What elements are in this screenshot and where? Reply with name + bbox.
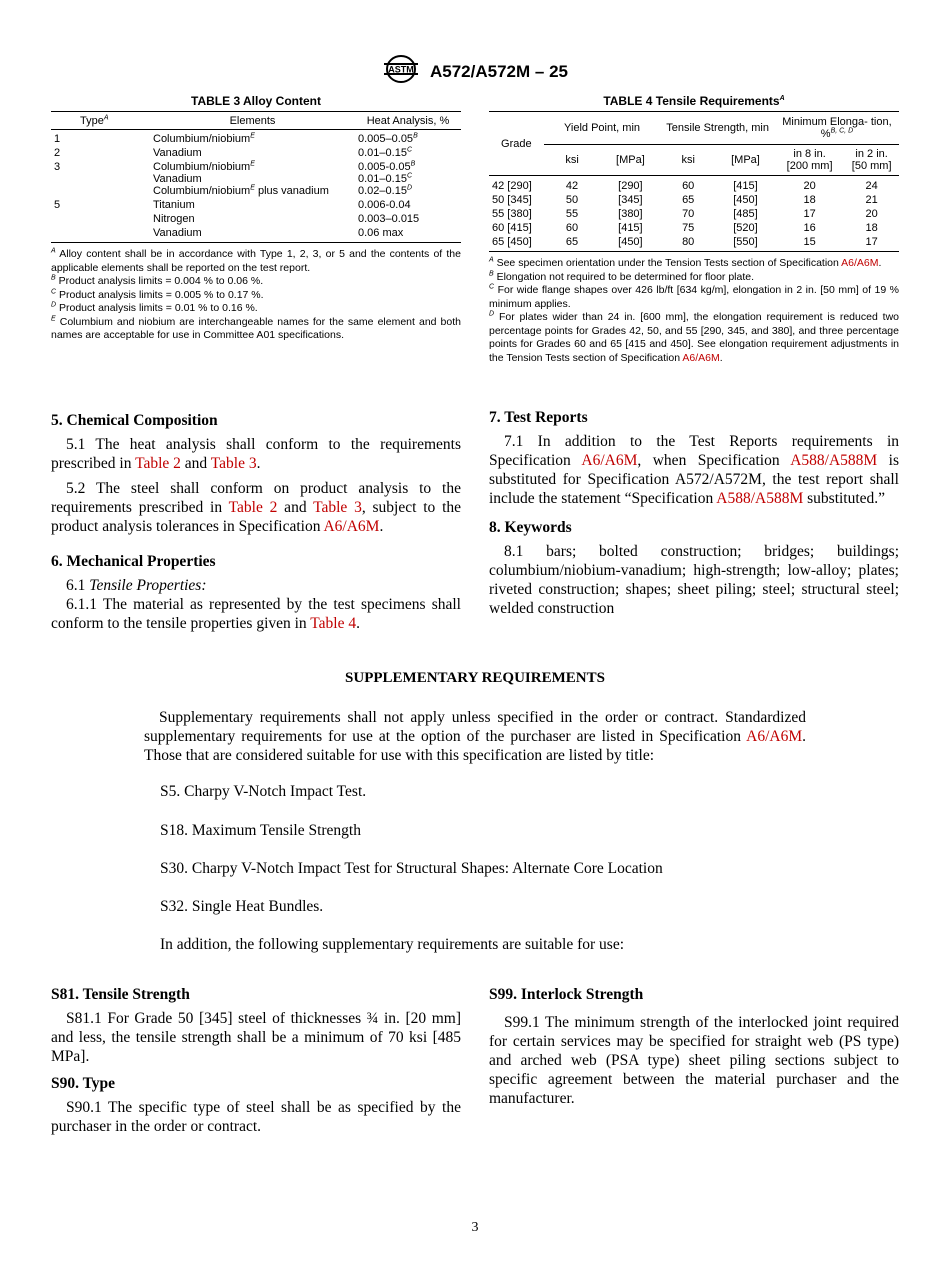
table-row: 65 [450] 65 [450] 80 [550] 15 17: [489, 234, 899, 252]
table3-title: TABLE 3 Alloy Content: [191, 94, 321, 108]
section-5-heading: 5. Chemical Composition: [51, 412, 218, 429]
ref-a6-link[interactable]: A6/A6M: [746, 728, 803, 745]
supplementary-addition: In addition, the following supplementary requirements are suitable for use:: [160, 936, 625, 953]
document-id: A572/A572M – 25: [430, 61, 568, 81]
ref-a588-link[interactable]: A588/A588M: [790, 452, 878, 469]
table4-col-yield: Yield Point, min: [544, 112, 661, 145]
ref-a588-link[interactable]: A588/A588M: [716, 490, 804, 507]
table3-col-elements: Elements: [229, 115, 276, 127]
table4-col-elong: Minimum Elonga- tion, %$^{B, C, D}$: [775, 112, 899, 145]
page-number: 3: [471, 1220, 479, 1235]
ref-table3-link[interactable]: Table 3: [210, 455, 257, 472]
ref-a6-link[interactable]: A6/A6M: [581, 452, 638, 469]
table3-footnote-e: $^E$ Columbium and niobium are interchangeable names for the same element and both names are acceptable for use in Committee A01 specifications.: [51, 315, 461, 341]
para-5-1: 5.1 The heat analysis shall conform to the requirements prescribed in Table 2 and Table 3.: [51, 436, 461, 472]
table4: [489, 111, 899, 252]
section-8-heading: 8. Keywords: [489, 519, 572, 536]
ref-table3-link[interactable]: Table 3: [313, 499, 362, 516]
supplementary-item: S5. Charpy V-Notch Impact Test.: [160, 783, 367, 800]
table-row: 3 Columbium/niobium$^E$ $0.005-0.05^B$: [54, 160, 416, 173]
table4-footnote-d: $^D$ For plates wider than 24 in. [600 mm], the elongation requirement is reduced two percentage points for Grades 42, 50, and 55 [290, 345, and 380], and three percentage points for Grades 60 and 65 [415 and 450]. See elongation requirement adjustments in the Tension Tests section of Specification A6/A6M.: [489, 310, 899, 364]
table4-footnote-b: $^B$ Elongation not required to be determined for floor plate.: [489, 270, 755, 283]
para-s90-1: S90.1 The specific type of steel shall be as specified by the purchaser in the order or contract.: [51, 1099, 461, 1135]
table3-footnote-b: $^B$ Product analysis limits = 0.004 % to 0.06 %.: [51, 274, 264, 287]
supplementary-item: S30. Charpy V-Notch Impact Test for Structural Shapes: Alternate Core Location: [160, 860, 663, 877]
table4-header-row-2: ksi [MPa] ksi [MPa] in 8 in. [200 mm] in 2 in. [50 mm]: [489, 145, 899, 176]
table3-col-heat: Heat Analysis, %: [366, 115, 450, 127]
supplementary-intro: Supplementary requirements shall not apply unless specified in the order or contract. Standardized supplementary requirements for use at the option of the purchaser are listed in Specification A6/A6M. Those that are considered suitable for use with this specification are listed by title:: [144, 709, 806, 764]
svg-text:ASTM: ASTM: [388, 64, 414, 75]
table4-footnote-c: $^C$ For wide flange shapes over 426 lb/ft [634 kg/m], elongation in 2 in. [50 mm] of 19 % minimum applies.: [489, 283, 899, 310]
s81-heading: S81. Tensile Strength: [51, 986, 190, 1003]
supplementary-heading: SUPPLEMENTARY REQUIREMENTS: [345, 670, 605, 686]
table4-title: TABLE 4 Tensile Requirements$^A$: [603, 94, 785, 108]
para-6-1: 6.1 Tensile Properties:: [66, 577, 207, 594]
section-7-heading: 7. Test Reports: [489, 409, 588, 426]
table4-footnote-a: $^A$ See specimen orientation under the Tension Tests section of Specification A6/A6M.: [489, 256, 882, 269]
table-row: Vanadium $0.01-0.15^C$: [153, 172, 412, 185]
table3-footnote-c: $^C$ Product analysis limits = 0.005 % to 0.17 %.: [51, 288, 264, 301]
table4-col-tensile: Tensile Strength, min: [660, 112, 775, 145]
table-row: 42 [290] 42 [290] 60 [415] 20 24: [492, 180, 878, 192]
table-row: 1 Columbium/niobium$^E$ $0.005-0.05^B$: [54, 132, 418, 145]
supp-left-column: [51, 985, 461, 1142]
table-row: Vanadium 0.06 max: [51, 225, 461, 243]
para-6-1-1: 6.1.1 The material as represented by the test specimens shall conform to the tensile properties given in Table 4.: [51, 596, 461, 632]
table4-col-grade: Grade: [489, 112, 544, 176]
ref-table2-link[interactable]: Table 2: [135, 455, 181, 472]
table-row: 60 [415] 60 [415] 75 [520] 16 18: [492, 222, 878, 234]
supp-right-column: [489, 985, 899, 1114]
ref-table4-link[interactable]: Table 4: [310, 615, 357, 632]
table3-block: [51, 94, 461, 343]
right-column: [489, 408, 899, 624]
ref-table2-link[interactable]: Table 2: [228, 499, 278, 516]
astm-logo-icon: [382, 54, 420, 89]
table-row: 55 [380] 55 [380] 70 [485] 17 20: [492, 208, 878, 220]
ref-a6-link[interactable]: A6/A6M: [323, 518, 380, 535]
table3-footnote-d: $^D$ Product analysis limits = 0.01 % to 0.16 %.: [51, 301, 258, 314]
ref-a6-link[interactable]: A6/A6M: [682, 351, 720, 364]
para-8-1: 8.1 bars; bolted construction; bridges; buildings; columbium/niobium-vanadium; high-strength; low-alloy; plates; riveted construction; shapes; sheet piling; steel; structural steel; welded construction: [489, 543, 899, 617]
para-s81-1: S81.1 For Grade 50 [345] steel of thicknesses ¾ in. [20 mm] and less, the tensile strength shall be a minimum of 70 ksi [485 MPa].: [51, 1010, 461, 1065]
left-column: [51, 411, 461, 639]
table3-col-type: Type$^A$: [80, 114, 109, 127]
s90-heading: S90. Type: [51, 1075, 116, 1092]
para-5-2: 5.2 The steel shall conform on product analysis to the requirements prescribed in Table 2 and Table 3, subject to the product analysis tolerances in Specification A6/A6M.: [51, 480, 462, 535]
table3: [51, 111, 461, 243]
table4-header-row-1: [489, 112, 899, 145]
table-row: Columbium/niobium$^E$ plus vanadium $0.02-0.15^D$: [153, 184, 412, 197]
para-7-1: 7.1 In addition to the Test Reports requirements in Specification A6/A6M, when Specification A588/A588M is substituted for Specification A572/A572M, the test report shall include the statement “Specification A588/A588M substituted.”: [489, 433, 900, 507]
table3-footnote-a: $^A$ Alloy content shall be in accordance with Type 1, 2, 3, or 5 and the contents of the applicable elements shall be reported on the test report.: [51, 247, 461, 274]
ref-a6-link[interactable]: A6/A6M: [841, 257, 879, 269]
table-row: 5 Titanium 0.006-0.04: [54, 199, 411, 211]
table3-header-row: [51, 112, 461, 130]
supplementary-item: S32. Single Heat Bundles.: [160, 898, 324, 915]
supplementary-item: S18. Maximum Tensile Strength: [160, 822, 361, 839]
table4-block: [489, 94, 899, 365]
page-header: [0, 54, 950, 89]
table3-footnotes: [51, 248, 461, 343]
table-row: 2 Vanadium $0.01-0.15^C$: [54, 146, 412, 159]
table-row: Nitrogen 0.003–0.015: [153, 213, 420, 225]
s99-heading: S99. Interlock Strength: [489, 986, 644, 1003]
section-6-heading: 6. Mechanical Properties: [51, 553, 216, 570]
table4-footnotes: [489, 257, 899, 365]
table-row: 50 [345] 50 [345] 65 [450] 18 21: [492, 194, 878, 206]
para-s99-1: S99.1 The minimum strength of the interlocked joint required for certain services may be specified for straight web (PS type) and arched web (PSA type) sheet piling sections subject to specific agreement between the material purchaser and the manufacturer.: [489, 1014, 899, 1107]
